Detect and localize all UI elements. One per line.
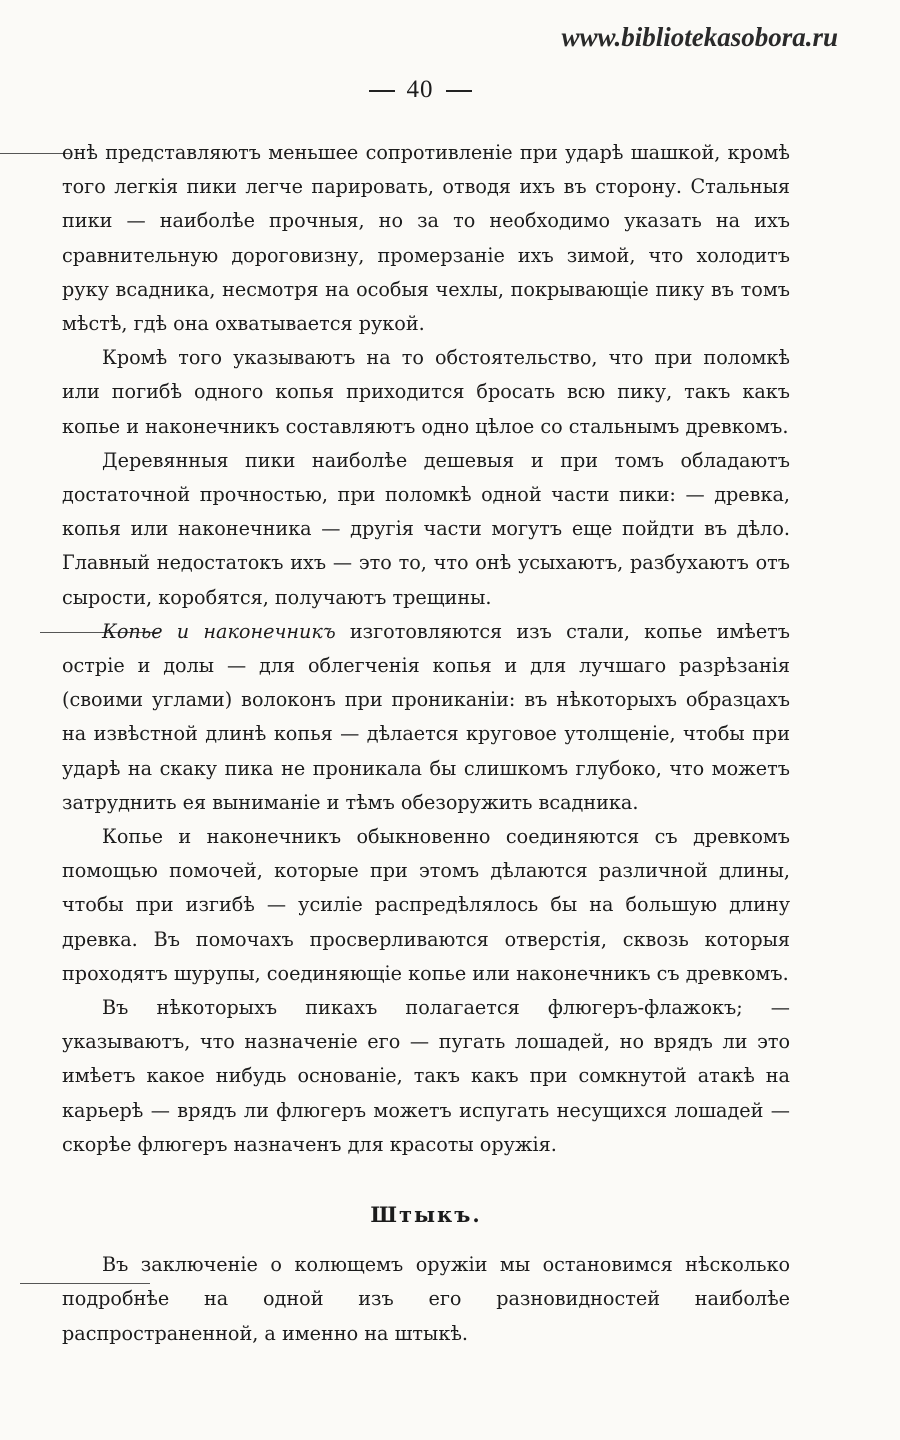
paragraph-5: Копье и наконечникъ обыкновенно соединяются съ древкомъ помощью помочей, которые при этомъ дѣлаются различной длины, чтобы при изгибѣ — усиліе распредѣлялось бы на большую длину древка. Въ помочахъ просверливаются отверстія, сквозь которыя проходятъ шурупы, соединяющіе копье или наконечникъ съ древкомъ.	[62, 825, 790, 985]
page-body	[62, 136, 790, 1351]
page-number-dash-left	[369, 90, 395, 92]
page-number-dash-right	[446, 90, 472, 92]
paragraph-final: Въ заключеніе о колющемъ оружіи мы остановимся нѣсколько подробнѣе на одной изъ его разновидностей наиболѣе распространенной, а именно на штыкѣ.	[62, 1253, 790, 1345]
paragraph-4	[62, 615, 790, 820]
page-number-value: 40	[406, 76, 434, 103]
paragraph-2: Кромѣ того указываютъ на то обстоятельство, что при поломкѣ или погибѣ одного копья приходится бросать всю пику, такъ какъ копье и наконечникъ составляютъ одно цѣлое со стальнымъ древкомъ.	[62, 346, 790, 438]
scan-edge-line	[0, 153, 70, 154]
site-watermark: www.bibliotekasobora.ru	[561, 22, 838, 52]
paragraph-3: Деревянныя пики наиболѣе дешевыя и при томъ обладаютъ достаточной прочностью, при поломкѣ одной части пики: — древка, копья или наконечника — другія части могутъ еще пойдти въ дѣло. Главный недостатокъ ихъ — это то, что онѣ усыхаютъ, разбухаютъ отъ сырости, коробятся, получаютъ трещины.	[62, 448, 790, 609]
section-heading: Штыкъ.	[370, 1202, 482, 1228]
page-number	[0, 76, 840, 104]
italic-lead: Копье и наконечникъ	[102, 619, 336, 643]
paragraph-6: Въ нѣкоторыхъ пикахъ полагается флюгеръ-флажокъ; — указываютъ, что назначеніе его — пугать лошадей, но врядъ ли это имѣетъ какое нибудь основаніе, такъ какъ при сомкнутой атакѣ на карьерѣ — врядъ ли флюгеръ можетъ испугать несущихся лошадей — скорѣе флюгеръ назначенъ для красоты оружія.	[62, 996, 790, 1156]
paragraph-1: онѣ представляютъ меньшее сопротивленіе при ударѣ шашкой, кромѣ того легкія пики легче парировать, отводя ихъ въ сторону. Стальныя пики — наиболѣе прочныя, но за то необходимо указать на ихъ сравнительную дороговизну, промерзаніе ихъ зимой, что холодитъ руку всадника, несмотря на особыя чехлы, покрывающіе пику въ томъ мѣстѣ, гдѣ она охватывается рукой.	[62, 141, 790, 336]
paragraph-4-text: изготовляются изъ стали, копье имѣетъ остріе и долы — для облегченія копья и для лучшаго разрѣзанія (своими углами) волоконъ при проникaніи: въ нѣкоторыхъ образцахъ на извѣстной длинѣ копья — дѣлается круговое утолщеніе, чтобы при ударѣ на скаку пика не проникала бы слишкомъ глубоко, что можетъ затруднить ея выниманіе и тѣмъ обезоружить всадника.	[62, 619, 790, 814]
